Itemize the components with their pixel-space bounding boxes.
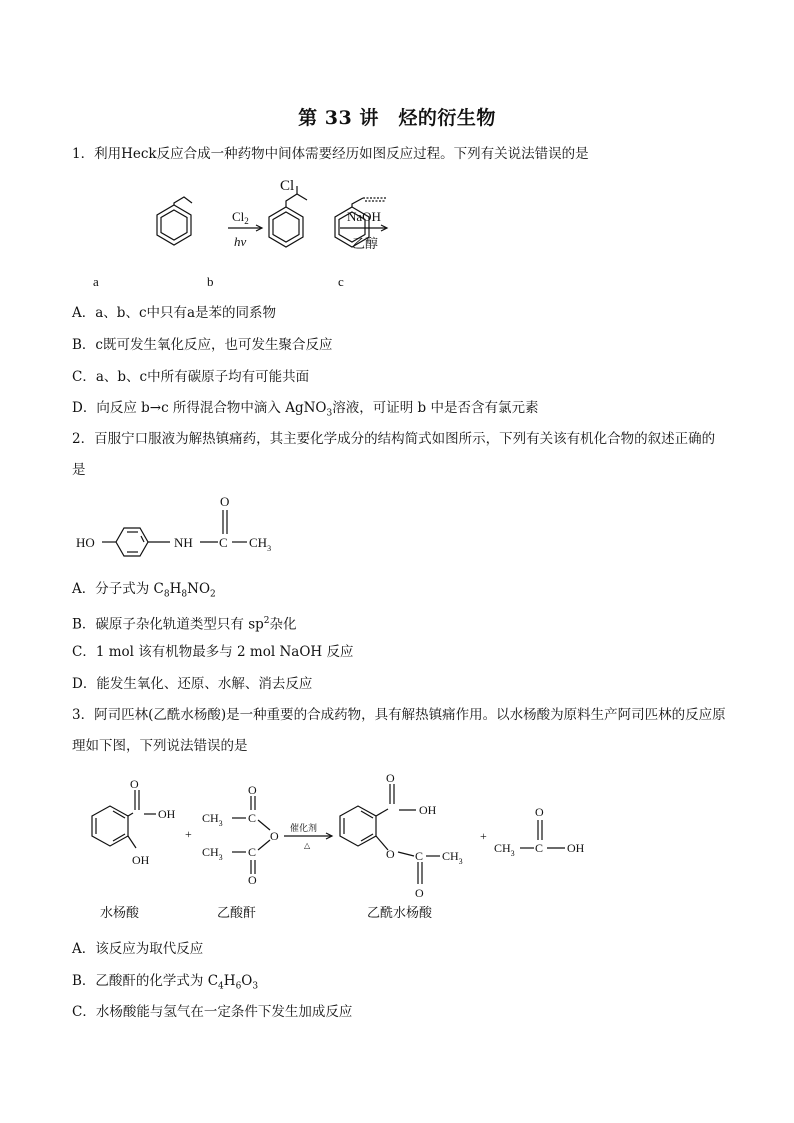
svg-text:C: C <box>415 849 424 863</box>
svg-text:OH: OH <box>158 807 176 821</box>
label-c: c <box>338 274 344 289</box>
q2-structure-figure <box>70 492 300 562</box>
q1-option-d: D．向反应 b→c 所得混合物中滴入 AgNO$_3$溶液，可证明 b 中是否含有氯元素 <box>72 400 539 419</box>
compound-a-structure <box>157 197 192 245</box>
q1-option-a: A．a、b、c中只有a是苯的同系物 <box>72 305 277 321</box>
reagent-ethanol: 乙醇 <box>352 236 379 251</box>
q2-option-c: C．1 mol 该有机物最多与 2 mol NaOH 反应 <box>72 644 354 660</box>
svg-text:OH: OH <box>132 853 150 867</box>
svg-text:O: O <box>248 873 257 887</box>
salicylic-acid-structure <box>92 790 156 848</box>
svg-text:C: C <box>248 845 257 859</box>
svg-text:O: O <box>386 847 395 861</box>
aspirin-structure <box>340 784 440 884</box>
q1-stem: 1．利用Heck反应合成一种药物中间体需要经历如图反应过程。下列有关说法错误的是 <box>72 146 589 162</box>
svg-text:O: O <box>535 805 544 819</box>
svg-text:O: O <box>270 829 279 843</box>
q2-option-b: B．碳原子杂化轨道类型只有 $sp^2$杂化 <box>72 616 297 633</box>
svg-text:C: C <box>535 841 544 855</box>
label-aspirin: 乙酰水杨酸 <box>367 905 433 920</box>
q2-option-d: D．能发生氧化、还原、水解、消去反应 <box>72 676 313 692</box>
label-b: b <box>207 274 214 289</box>
label-a: a <box>93 274 99 289</box>
svg-text:CH3: $CH_3$ <box>202 845 223 862</box>
q2-stem: 2．百服宁口服液为解热镇痛药，其主要化学成分的结构简式如图所示，下列有关该有机化合物的叙述正确的是 <box>72 431 716 478</box>
atom-o: O <box>220 494 230 509</box>
reagent-hv: hν <box>234 234 247 249</box>
group-nh: NH <box>174 535 193 550</box>
acetic-anhydride-structure <box>232 796 270 874</box>
compound-b-structure <box>269 186 307 247</box>
plus-1: + <box>185 827 192 841</box>
q3-option-a: A．该反应为取代反应 <box>72 941 204 957</box>
catalyst-label: 催化剂 <box>290 823 318 833</box>
q3-reaction-figure <box>70 770 600 925</box>
group-ho: HO <box>76 535 95 550</box>
atom-c: C <box>219 535 228 550</box>
reagent-cl2: $Cl_2$ <box>232 209 249 226</box>
label-acetic-anhydride: 乙酸酐 <box>217 905 257 920</box>
svg-text:CH3: $CH_3$ <box>202 811 223 828</box>
q2-option-a: A．分子式为 $C_8H_8NO_2$ <box>72 581 216 600</box>
svg-text:C: C <box>248 811 257 825</box>
plus-2: + <box>480 829 487 843</box>
q3-option-b: B．乙酸酐的化学式为 $C_4H_6O_3$ <box>72 973 259 992</box>
substituent-cl: Cl <box>280 178 295 194</box>
group-ch3: $CH_3$ <box>249 535 272 553</box>
label-salicylic-acid: 水杨酸 <box>100 905 140 920</box>
svg-text:O: O <box>415 886 424 900</box>
reagent-naoh: NaOH <box>347 209 381 224</box>
svg-text:CH3: $CH_3$ <box>494 841 515 858</box>
compound-c-ring <box>330 195 400 265</box>
q3-option-c: C．水杨酸能与氢气在一定条件下发生加成反应 <box>72 1004 353 1020</box>
svg-text:CH3: $CH_3$ <box>442 849 463 866</box>
q3-stem: 3．阿司匹林(乙酰水杨酸)是一种重要的合成药物，具有解热镇痛作用。以水杨酸为原料生产阿司匹林的反应原理如下图，下列说法错误的是 <box>72 707 726 754</box>
svg-text:O: O <box>386 771 395 785</box>
q1-option-b: B．c既可发生氧化反应，也可发生聚合反应 <box>72 337 333 353</box>
svg-text:O: O <box>248 783 257 797</box>
svg-text:OH: OH <box>419 803 437 817</box>
page-title: 第 33 讲 烃的衍生物 <box>298 107 496 129</box>
svg-text:O: O <box>130 777 139 791</box>
heat-label: △ <box>304 841 311 850</box>
q1-option-c: C．a、b、c中所有碳原子均有可能共面 <box>72 369 310 385</box>
svg-text:OH: OH <box>567 841 585 855</box>
